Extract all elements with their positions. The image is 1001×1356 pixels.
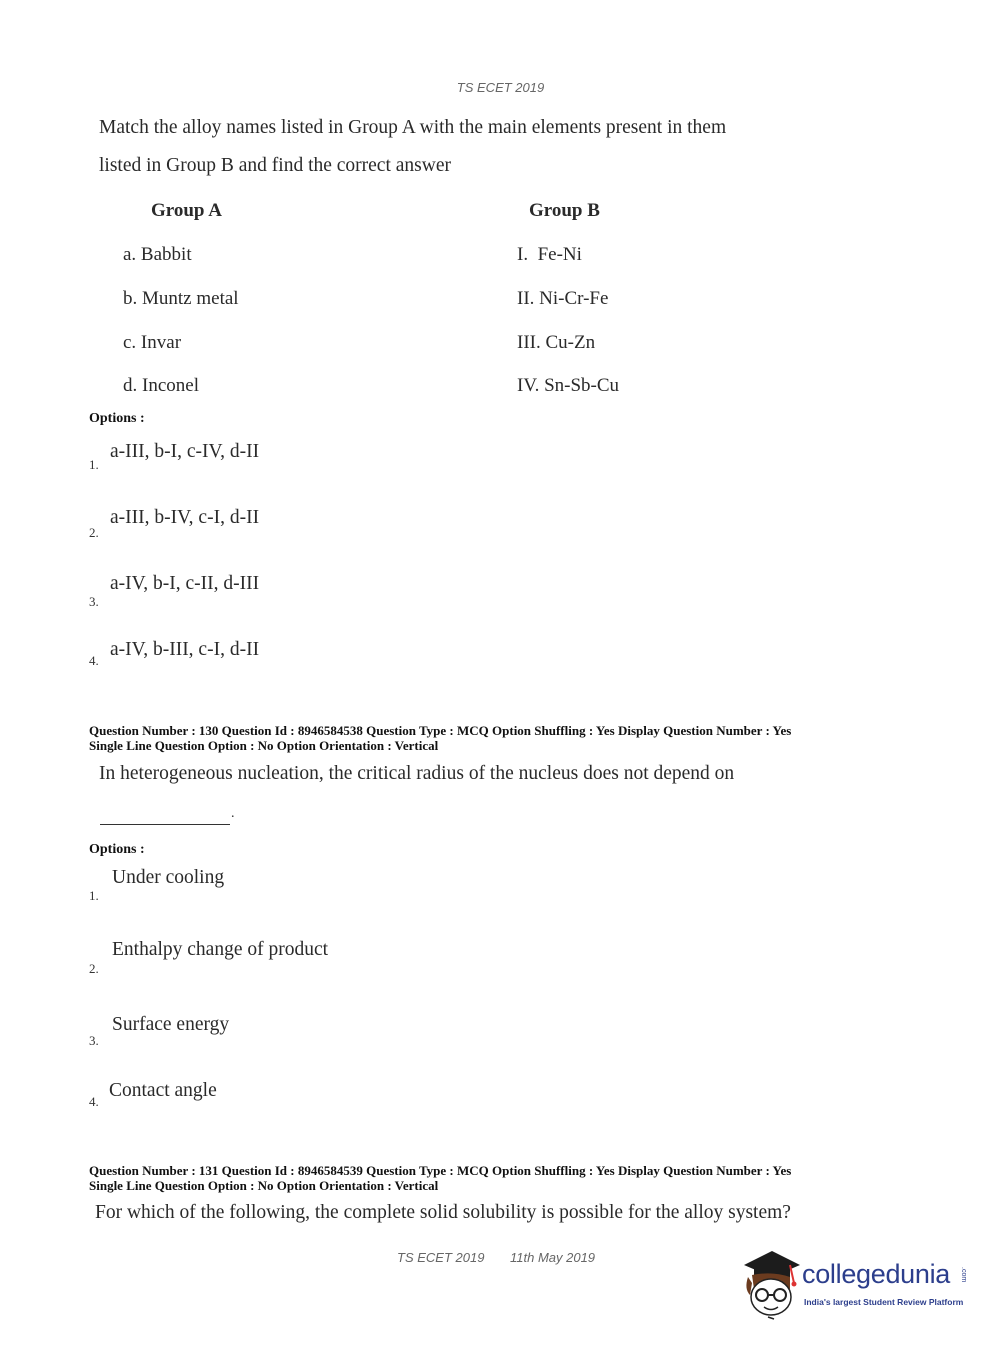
logo-tagline: India's largest Student Review Platform (804, 1297, 964, 1307)
option-text: Enthalpy change of product (112, 939, 329, 960)
group-a-title: Group A (151, 200, 222, 221)
group-b-item: III. Cu-Zn (517, 332, 596, 353)
logo-suffix: .com (960, 1267, 967, 1283)
logo-name: collegedunia (802, 1259, 951, 1289)
answer-blank-period: . (231, 806, 235, 821)
option-number: 3. (89, 1033, 99, 1048)
group-a-item: a. Babbit (123, 244, 192, 265)
question-meta-line1: Question Number : 130 Question Id : 8946584538 Question Type : MCQ Option Shuffling : Yes Display Question Number : Yes (89, 723, 792, 738)
group-a-item: d. Inconel (123, 375, 199, 396)
group-b-item: II. Ni-Cr-Fe (517, 288, 609, 309)
footer-exam: TS ECET 2019 (397, 1250, 485, 1265)
option-number: 4. (89, 1094, 99, 1109)
question-text: In heterogeneous nucleation, the critical radius of the nucleus does not depend on (99, 763, 735, 784)
option-number: 4. (89, 653, 99, 668)
option-text: a-IV, b-I, c-II, d-III (110, 573, 260, 594)
question-text: For which of the following, the complete solid solubility is possible for the alloy system? (95, 1202, 791, 1223)
option-text: a-III, b-I, c-IV, d-II (110, 441, 260, 462)
question-text-line1: Match the alloy names listed in Group A with the main elements present in them (99, 117, 727, 138)
group-b-item: I. Fe-Ni (517, 244, 582, 265)
option-text: Under cooling (112, 867, 225, 888)
option-text: Contact angle (109, 1080, 217, 1101)
page-header: TS ECET 2019 (456, 80, 545, 95)
option-text: a-IV, b-III, c-I, d-II (110, 639, 260, 660)
group-a-item: c. Invar (123, 332, 182, 353)
group-b-item: IV. Sn-Sb-Cu (517, 375, 620, 396)
option-number: 3. (89, 594, 99, 609)
group-a-item: b. Muntz metal (123, 288, 239, 309)
group-b-title: Group B (529, 200, 600, 221)
option-text: a-III, b-IV, c-I, d-II (110, 507, 260, 528)
question-meta-line2: Single Line Question Option : No Option Orientation : Vertical (89, 1178, 439, 1193)
option-number: 2. (89, 525, 99, 540)
option-number: 1. (89, 457, 99, 472)
mascot-icon (740, 1249, 800, 1321)
option-number: 1. (89, 888, 99, 903)
options-label: Options : (89, 411, 145, 426)
question-text-line2: listed in Group B and find the correct answer (99, 155, 451, 176)
option-number: 2. (89, 961, 99, 976)
option-text: Surface energy (112, 1014, 230, 1035)
question-meta-line1: Question Number : 131 Question Id : 8946584539 Question Type : MCQ Option Shuffling : Yes Display Question Number : Yes (89, 1163, 792, 1178)
answer-blank-line (100, 824, 230, 825)
footer-date: 11th May 2019 (510, 1250, 596, 1265)
collegedunia-logo (740, 1249, 1000, 1321)
options-label: Options : (89, 842, 145, 857)
question-meta-line2: Single Line Question Option : No Option Orientation : Vertical (89, 738, 439, 753)
